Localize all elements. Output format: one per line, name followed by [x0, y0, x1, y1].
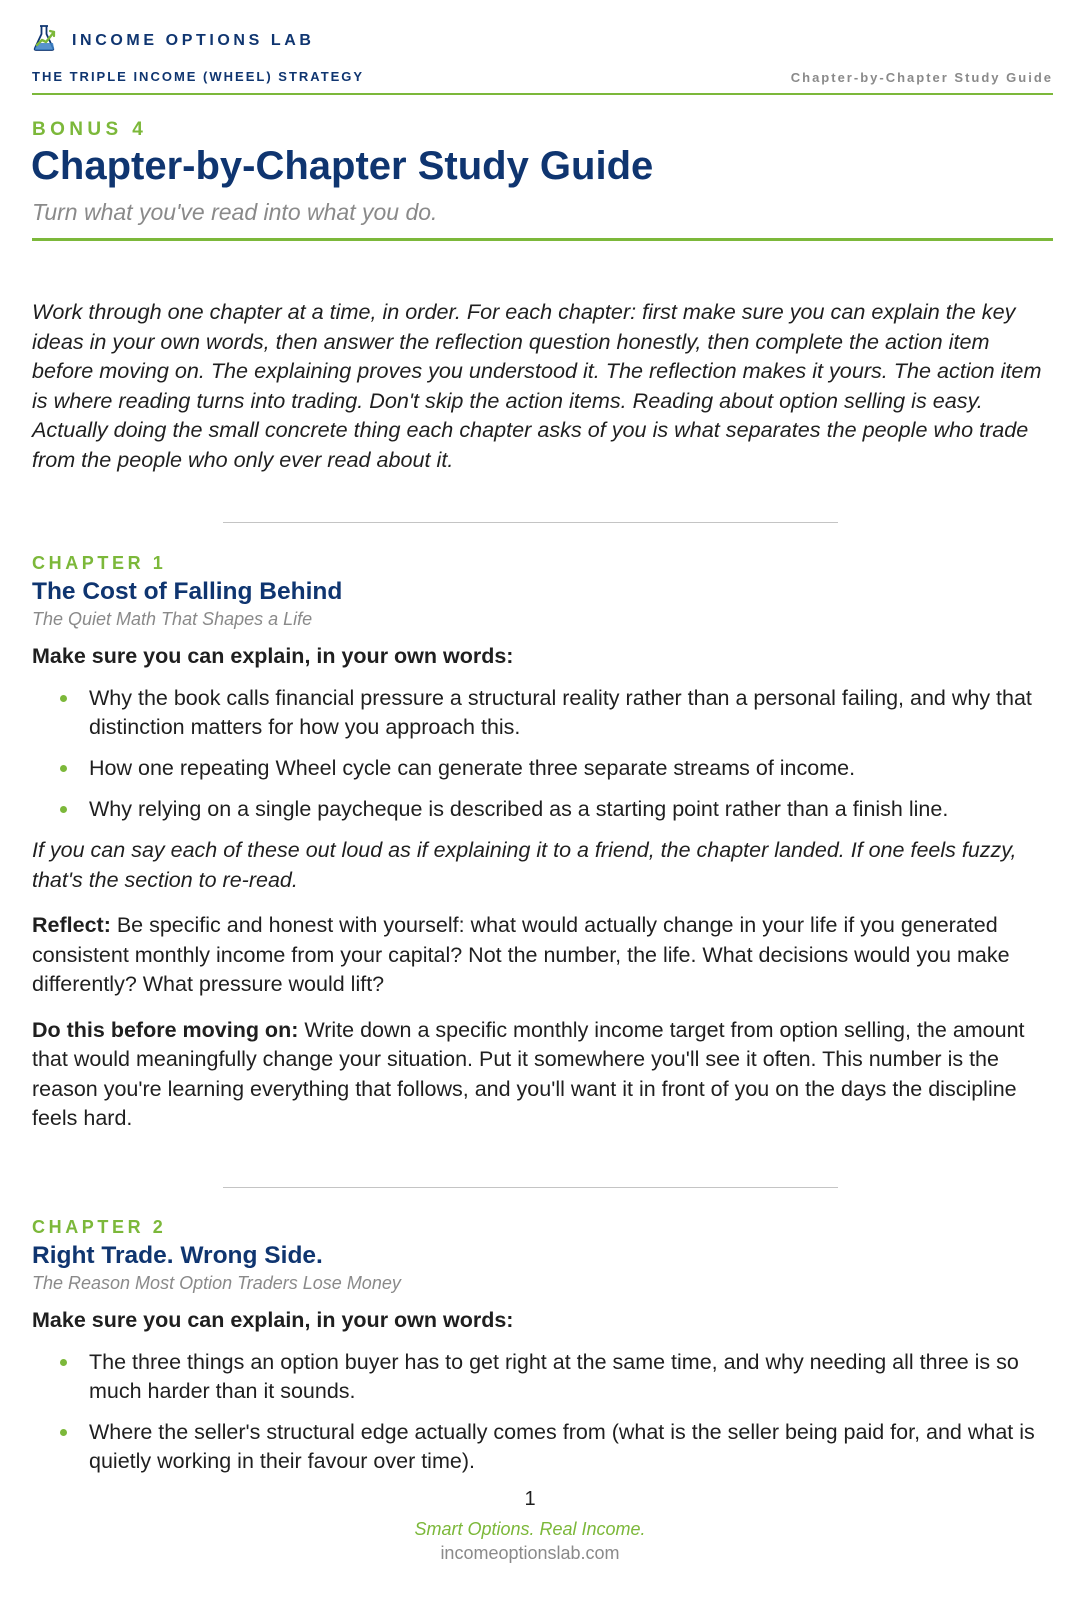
header-rule [32, 93, 1053, 95]
list-item [32, 1418, 1052, 1476]
explain-list [32, 684, 1052, 824]
chapter-title: Right Trade. Wrong Side. [32, 1242, 323, 1269]
chapter-section [32, 1217, 1052, 1488]
bullet-icon [60, 695, 67, 702]
chapter-section [32, 553, 1052, 1134]
footer-website: incomeoptionslab.com [440, 1543, 620, 1563]
section-divider [223, 1187, 838, 1188]
running-guide-title: Chapter-by-Chapter Study Guide [790, 70, 1053, 85]
list-item [32, 684, 1052, 742]
chapter-label: CHAPTER 2 [32, 1217, 167, 1237]
brand-row [32, 24, 315, 52]
bullet-icon [60, 806, 67, 813]
explain-list [32, 1348, 1052, 1476]
chapter-subtitle: The Reason Most Option Traders Lose Money [32, 1273, 401, 1293]
bullet-icon [60, 1429, 67, 1436]
list-item [32, 1348, 1052, 1406]
explain-heading: Make sure you can explain, in your own words: [32, 644, 514, 668]
reflect-paragraph [32, 911, 1052, 1000]
list-item [32, 795, 1052, 824]
chapter-subtitle: The Quiet Math That Shapes a Life [32, 609, 313, 629]
action-paragraph [32, 1016, 1052, 1134]
brand-name: INCOME OPTIONS LAB [72, 32, 315, 49]
flask-chart-icon [32, 24, 58, 52]
intro-paragraph: Work through one chapter at a time, in order. For each chapter: first make sure you can explain the key ideas in your own words, then answer the reflection question honestly, then complete the action item before moving on. The explaining proves you understood it. The reflection makes it yours. The action item is where reading turns into trading. Don't skip the action items. Reading about option selling is easy. Actually doing the small concrete thing each chapter asks of you is what separates the people who trade from the people who only ever read about it. [32, 299, 1042, 472]
bonus-label: BONUS 4 [32, 119, 148, 140]
list-item-text: The three things an option buyer has to get right at the same time, and why needing all three is so much harder than it sounds. [89, 1350, 1019, 1403]
explain-heading: Make sure you can explain, in your own words: [32, 1308, 514, 1332]
page-subtitle: Turn what you've read into what you do. [32, 199, 438, 225]
title-rule [32, 238, 1053, 241]
footer-tagline: Smart Options. Real Income. [414, 1519, 646, 1539]
book-title: THE TRIPLE INCOME (WHEEL) STRATEGY [32, 69, 365, 84]
reflect-text: Be specific and honest with yourself: what would actually change in your life if you generated consistent monthly income from your capital? Not the number, the life. What decisions would you make differently? What pressure would lift? [32, 913, 1010, 996]
action-label: Do this before moving on: [32, 1017, 299, 1042]
chapter-label: CHAPTER 1 [32, 553, 167, 573]
list-item-text: Why relying on a single paycheque is described as a starting point rather than a finish line. [89, 797, 949, 821]
page-title: Chapter-by-Chapter Study Guide [31, 144, 654, 188]
self-check-note: If you can say each of these out loud as if explaining it to a friend, the chapter landed. If one feels fuzzy, that's the section to re-read. [32, 838, 1017, 892]
list-item-text: Why the book calls financial pressure a structural reality rather than a personal failing, and why that distinction matters for how you approach this. [89, 686, 1032, 739]
bullet-icon [60, 765, 67, 772]
page-number: 1 [524, 1488, 536, 1510]
section-divider [223, 522, 838, 523]
list-item [32, 754, 1052, 783]
list-item-text: Where the seller's structural edge actually comes from (what is the seller being paid for, and what is quietly working in their favour over time). [89, 1420, 1035, 1473]
list-item-text: How one repeating Wheel cycle can generate three separate streams of income. [89, 756, 856, 780]
chapter-title: The Cost of Falling Behind [32, 578, 343, 605]
action-text: Write down a specific monthly income target from option selling, the amount that would meaningfully change your situation. Put it somewhere you'll see it often. This number is the reason you're learning everything that follows, and you'll want it in front of you on the days the discipline feels hard. [32, 1017, 1025, 1130]
bullet-icon [60, 1359, 67, 1366]
reflect-label: Reflect: [32, 913, 111, 937]
